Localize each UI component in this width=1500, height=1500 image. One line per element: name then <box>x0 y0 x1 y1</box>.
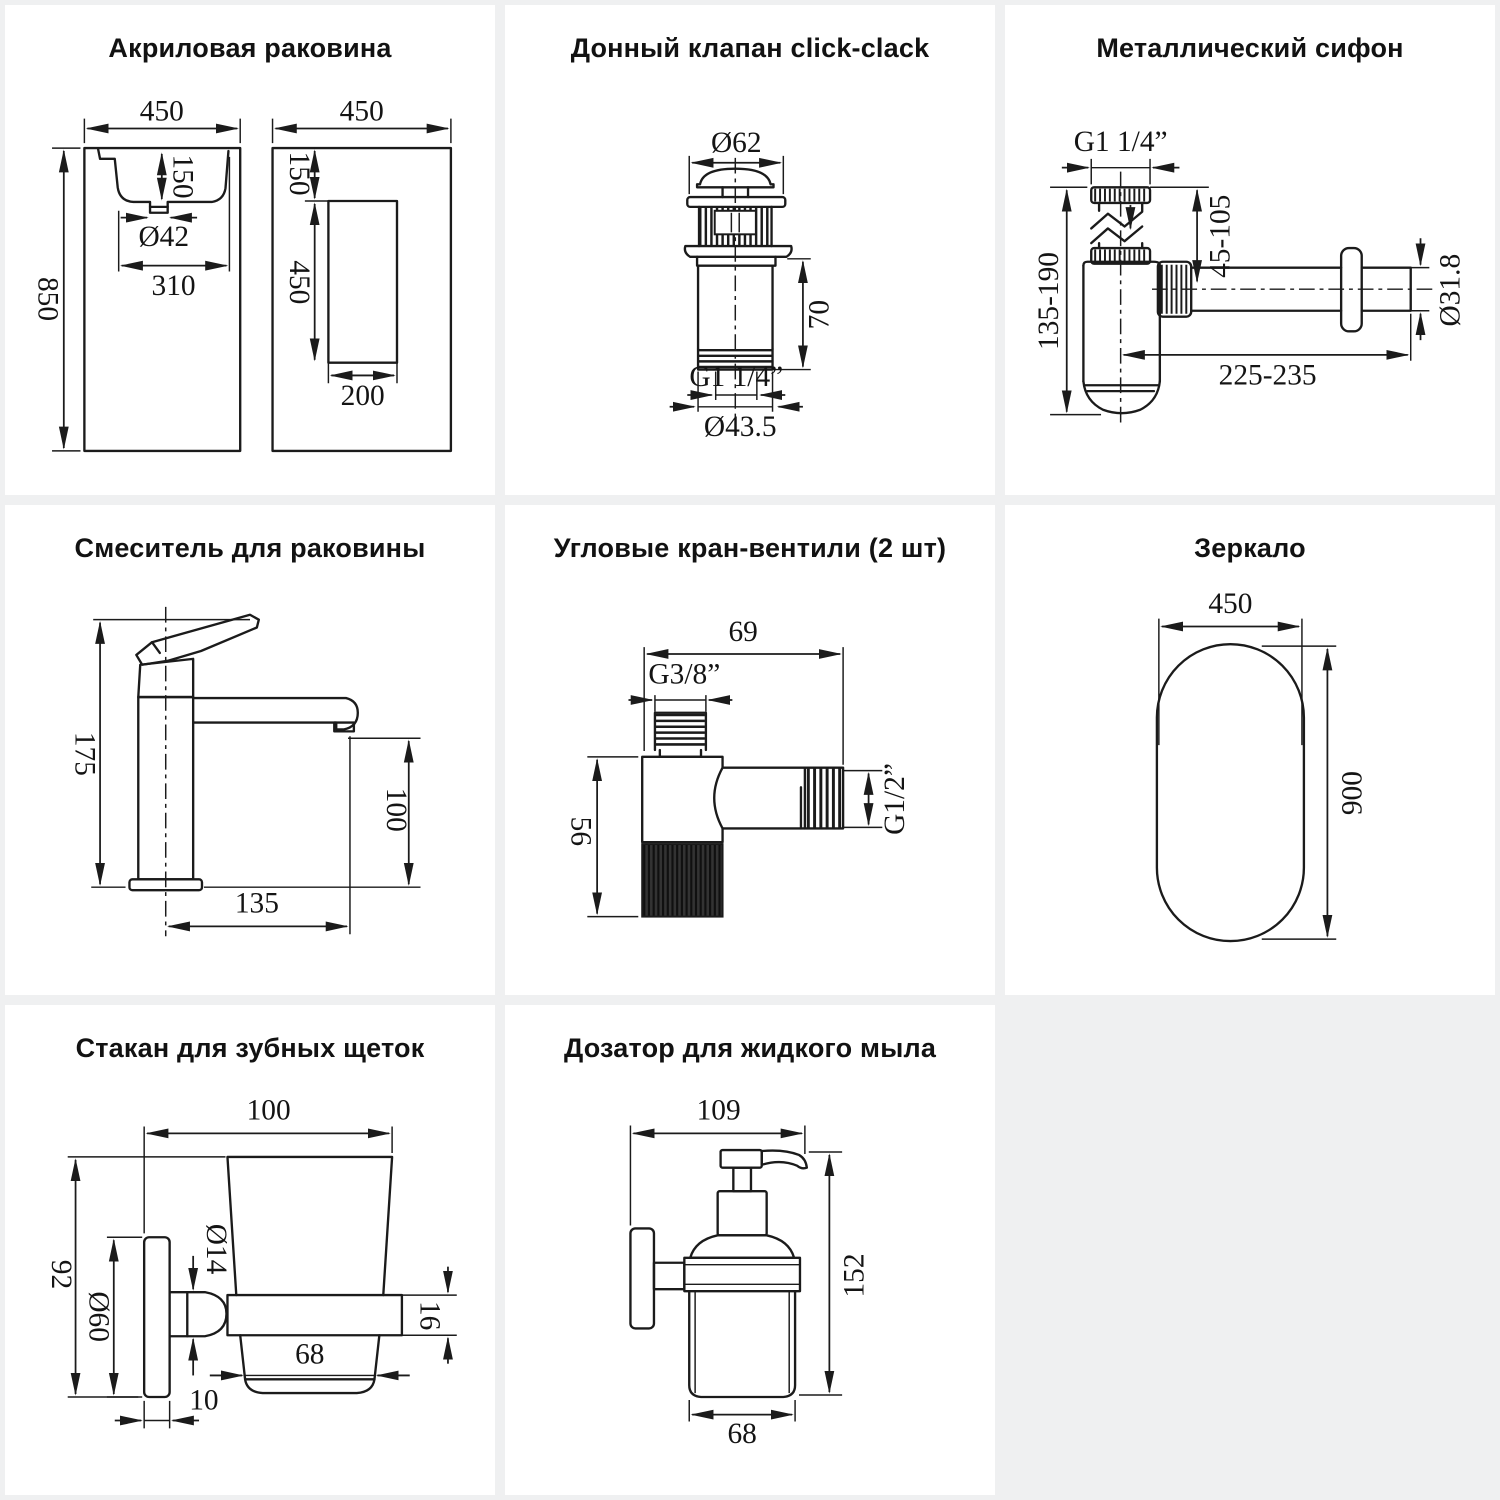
dim-plate-depth: 10 <box>189 1384 219 1417</box>
dim-height: 92 <box>45 1259 78 1290</box>
dim-ring-height: 16 <box>413 1300 446 1331</box>
angle-valve-body <box>642 713 843 917</box>
angle-valve-drawing <box>505 505 995 995</box>
dispenser-drawing <box>505 1005 995 1495</box>
dim-spout-height: 100 <box>380 787 413 832</box>
dim-inlet-thread: G3/8” <box>648 658 721 691</box>
dim-height: 900 <box>1336 771 1369 816</box>
panel-title-sink: Акриловая раковина <box>108 33 392 63</box>
dim-pin-diameter: Ø14 <box>199 1223 232 1275</box>
mixer-drawing <box>5 505 495 995</box>
panel-mirror <box>1005 505 1495 995</box>
dim-body-width: 68 <box>727 1418 757 1451</box>
dim-height: 175 <box>68 731 101 776</box>
dim-body-height: 70 <box>803 299 836 330</box>
siphon-drawing <box>1005 5 1495 495</box>
dim-outlet-thread: G1/2” <box>878 763 911 835</box>
panel-tumbler <box>5 1005 495 1495</box>
dim-drain-diameter: Ø42 <box>138 221 190 254</box>
tumbler-drawing <box>5 1005 495 1495</box>
dim-bottom-diameter: Ø43.5 <box>703 411 777 444</box>
panel-mixer <box>5 505 495 995</box>
dim-basin-depth: 150 <box>166 154 199 199</box>
panel-title-angle-valves: Угловые кран-вентили (2 шт) <box>553 533 947 563</box>
dim-height: 850 <box>31 276 64 322</box>
dim-thread: G1 1/4” <box>689 361 784 394</box>
dim-height: 152 <box>838 1253 871 1298</box>
siphon-dimensions <box>1033 126 1467 415</box>
dim-length: 69 <box>728 616 758 649</box>
valve-dimensions <box>670 127 836 443</box>
sink-side-dimensions <box>273 96 451 412</box>
dim-side-inner-height: 450 <box>283 260 316 305</box>
dim-width: 100 <box>246 1094 291 1127</box>
panel-title-valve: Донный клапан click-clack <box>570 33 930 63</box>
empty-cell <box>1005 1005 1495 1495</box>
panel-acrylic-sink <box>5 5 495 495</box>
panel-angle-valves <box>505 505 995 995</box>
dim-side-top-offset: 150 <box>283 151 316 196</box>
panel-title-mixer: Смеситель для раковины <box>74 533 426 563</box>
dim-side-width: 450 <box>339 95 384 128</box>
dim-front-width: 450 <box>139 95 184 128</box>
tumbler-body <box>144 1157 402 1397</box>
panel-title-siphon: Металлический сифон <box>1096 33 1404 63</box>
sink-drawing <box>5 5 495 495</box>
dim-basin-width: 310 <box>151 270 196 303</box>
angle-valve-dimensions <box>565 616 911 916</box>
dim-length-range: 225-235 <box>1218 359 1317 392</box>
dim-plate-diameter: Ø60 <box>82 1291 115 1342</box>
dim-thread: G1 1/4” <box>1073 126 1168 159</box>
dim-bottom-width: 68 <box>295 1338 325 1371</box>
panel-siphon <box>1005 5 1495 495</box>
panel-dispenser <box>505 1005 995 1495</box>
panel-title-dispenser: Дозатор для жидкого мыла <box>563 1033 937 1063</box>
mixer-dimensions <box>69 620 421 935</box>
dim-pipe-diameter: Ø31.8 <box>1434 253 1467 327</box>
mirror-dimensions <box>1159 588 1369 939</box>
mirror-drawing <box>1005 505 1495 995</box>
dim-side-inner-width: 200 <box>340 379 385 412</box>
drain-valve-drawing <box>505 5 995 495</box>
panel-title-mirror: Зеркало <box>1194 533 1306 563</box>
dim-width: 109 <box>696 1094 741 1127</box>
dim-height-range: 135-190 <box>1032 251 1065 350</box>
dim-inlet-range: 45-105 <box>1204 194 1237 278</box>
dim-cap-diameter: Ø62 <box>710 126 762 159</box>
dim-spout-reach: 135 <box>234 887 279 920</box>
panel-drain-valve <box>505 5 995 495</box>
panel-title-tumbler: Стакан для зубных щеток <box>75 1033 425 1063</box>
dim-width: 450 <box>1208 587 1253 620</box>
dim-height: 56 <box>564 816 597 847</box>
mirror-shape <box>1157 644 1304 941</box>
dispenser-body <box>630 1150 806 1397</box>
